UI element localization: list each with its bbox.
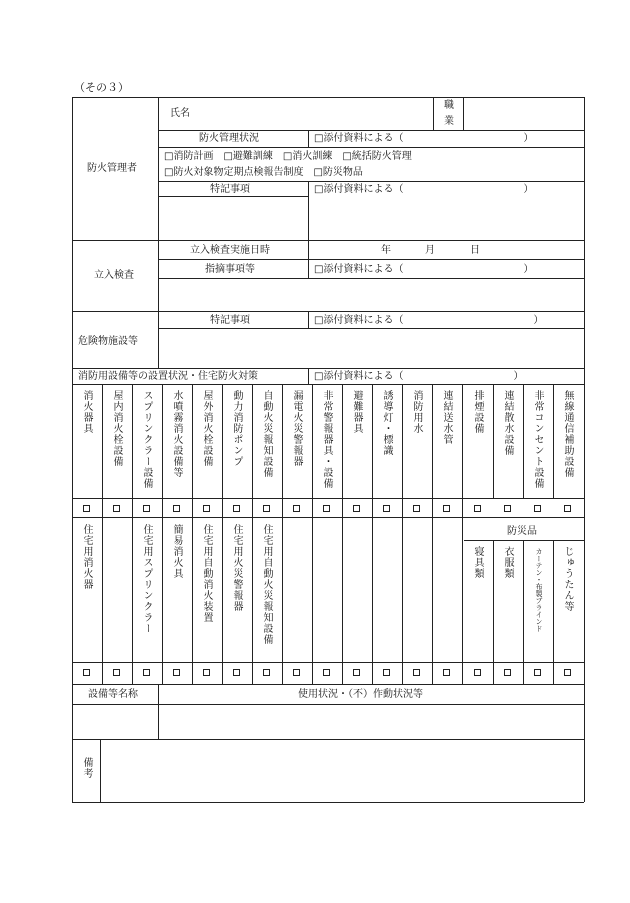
equip-check-10[interactable] — [353, 505, 360, 512]
home-check-13[interactable] — [443, 669, 450, 676]
usage-status-field[interactable] — [158, 704, 584, 739]
status-attached[interactable]: □添付資料による（ ） — [314, 133, 534, 144]
bousai-item-1: 寝具類 — [472, 546, 483, 579]
equip-col-6: 動力消防ポンプ — [231, 390, 242, 467]
home-check-1[interactable] — [83, 669, 90, 676]
equip-col-2: 屋内消火栓設備 — [111, 390, 122, 467]
home-check-5[interactable] — [203, 669, 210, 676]
home-col-5: 住宅用自動消火装置 — [201, 524, 212, 623]
equip-col-10: 避難器具 — [351, 390, 362, 434]
home-check-3[interactable] — [143, 669, 150, 676]
bousai-heading: 防災品 — [507, 526, 537, 537]
bousai-check-2[interactable] — [504, 669, 511, 676]
equip-col-14: 排煙設備 — [472, 390, 483, 434]
equip-check-9[interactable] — [323, 505, 330, 512]
manager-heading: 防火管理者 — [87, 163, 137, 174]
notes-label: 備考 — [81, 757, 92, 779]
equip-check-17[interactable] — [564, 505, 571, 512]
equip-col-12: 消防用水 — [411, 390, 422, 434]
home-check-11[interactable] — [383, 669, 390, 676]
position-label-2: 業 — [444, 116, 454, 127]
hazard-remarks-attached[interactable]: □添付資料による（ ） — [314, 315, 544, 326]
equip-col-9: 非常警報器具・設備 — [321, 390, 332, 489]
usage-name-field[interactable] — [72, 704, 158, 739]
usage-name-label: 設備等名称 — [88, 689, 138, 700]
bousai-item-3: カーテン・布製ブラインド — [535, 548, 543, 632]
position-label-1: 職 — [444, 100, 454, 111]
equip-check-8[interactable] — [293, 505, 300, 512]
equip-col-7: 自動火災報知設備 — [261, 390, 272, 478]
notes-field[interactable] — [100, 739, 584, 802]
inspection-month: 月 — [425, 245, 435, 256]
inspection-date-label: 立入検査実施日時 — [190, 245, 270, 256]
home-check-10[interactable] — [353, 669, 360, 676]
equip-check-12[interactable] — [413, 505, 420, 512]
inspection-points-attached[interactable]: □添付資料による（ ） — [314, 264, 534, 275]
equip-col-13: 連結送水管 — [441, 390, 452, 445]
equipment-title: 消防用設備等の設置状況・住宅防火対策 — [78, 371, 258, 382]
position-field[interactable] — [463, 97, 584, 130]
equip-col-17: 無線通信補助設備 — [562, 390, 573, 478]
name-label: 氏名 — [170, 108, 190, 119]
home-check-2[interactable] — [113, 669, 120, 676]
manager-remarks-label: 特記事項 — [210, 184, 250, 195]
hazard-heading: 危険物施設等 — [78, 336, 138, 347]
equip-check-11[interactable] — [383, 505, 390, 512]
equip-col-4: 水噴霧消火設備等 — [171, 390, 182, 478]
name-field[interactable] — [158, 97, 433, 130]
inspection-points-label: 指摘事項等 — [205, 264, 255, 275]
equip-check-1[interactable] — [83, 505, 90, 512]
usage-status-label: 使用状況・（不）作動状況等 — [298, 689, 423, 700]
inspection-heading: 立入検査 — [94, 270, 134, 281]
equip-check-15[interactable] — [504, 505, 511, 512]
equip-col-1: 消火器具 — [81, 390, 92, 434]
equip-col-15: 連結散水設備 — [502, 390, 513, 456]
home-check-7[interactable] — [263, 669, 270, 676]
inspection-day: 日 — [470, 245, 480, 256]
home-check-12[interactable] — [413, 669, 420, 676]
status-options-2[interactable]: □防火対象物定期点検報告制度 □防災物品 — [164, 167, 363, 178]
home-check-9[interactable] — [323, 669, 330, 676]
home-col-3: 住宅用スプリンクラー — [141, 524, 152, 634]
bousai-check-3[interactable] — [534, 669, 541, 676]
home-check-8[interactable] — [293, 669, 300, 676]
equip-col-11: 誘導灯・標識 — [381, 390, 392, 456]
home-check-6[interactable] — [233, 669, 240, 676]
equip-check-16[interactable] — [534, 505, 541, 512]
status-options-1[interactable]: □消防計画 □避難訓練 □消火訓練 □統括防火管理 — [164, 151, 412, 162]
equip-check-14[interactable] — [474, 505, 481, 512]
status-label: 防火管理状況 — [199, 133, 259, 144]
bousai-item-4: じゅうたん等 — [562, 546, 573, 612]
bousai-check-1[interactable] — [474, 669, 481, 676]
home-col-7: 住宅用自動火災報知設備 — [261, 524, 272, 645]
inspection-year: 年 — [381, 245, 391, 256]
home-col-6: 住宅用火災警報器 — [231, 524, 242, 612]
home-col-4: 簡易消火具 — [171, 524, 182, 579]
bousai-item-2: 衣服類 — [502, 546, 513, 579]
equip-col-3: スプリンクラー設備 — [141, 390, 152, 489]
equip-check-4[interactable] — [173, 505, 180, 512]
page-label: （その３） — [74, 81, 129, 94]
home-col-1: 住宅用消火器 — [81, 524, 92, 590]
hazard-remarks-label: 特記事項 — [210, 315, 250, 326]
equip-check-7[interactable] — [263, 505, 270, 512]
equip-check-5[interactable] — [203, 505, 210, 512]
equip-check-13[interactable] — [443, 505, 450, 512]
bousai-check-4[interactable] — [564, 669, 571, 676]
equip-col-8: 漏電火災警報器 — [291, 390, 302, 467]
equip-col-5: 屋外消火栓設備 — [201, 390, 212, 467]
equip-check-6[interactable] — [233, 505, 240, 512]
equip-check-3[interactable] — [143, 505, 150, 512]
home-check-4[interactable] — [173, 669, 180, 676]
manager-remarks-attached[interactable]: □添付資料による（ ） — [314, 184, 534, 195]
equip-col-16: 非常コンセント設備 — [532, 390, 543, 489]
equip-check-2[interactable] — [113, 505, 120, 512]
equipment-attached[interactable]: □添付資料による（ ） — [314, 371, 524, 382]
